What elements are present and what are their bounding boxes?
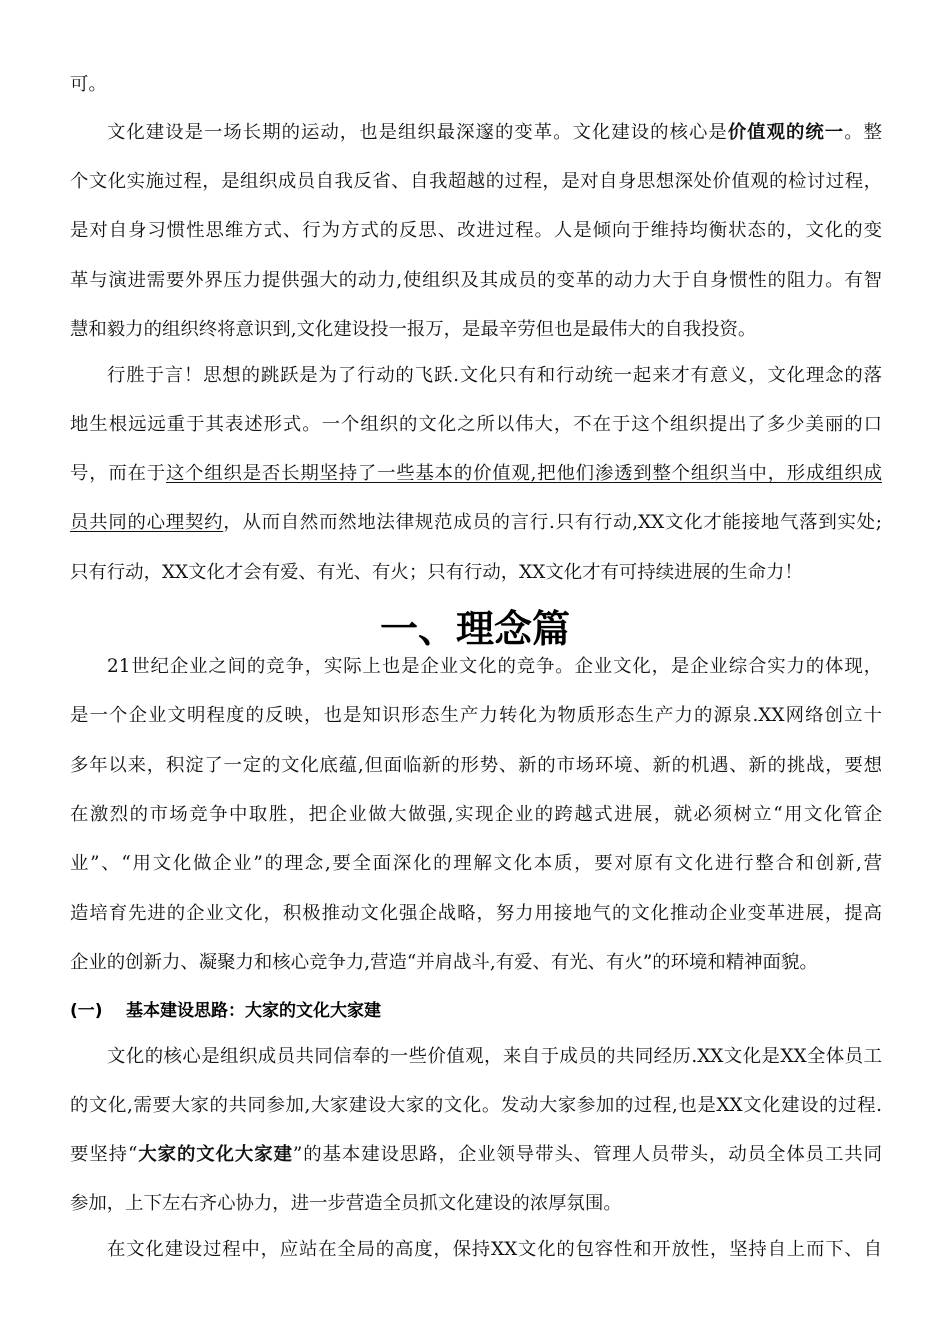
underlined-text: 员共同的心理契约 [70,512,224,533]
text-line: 是对自身习惯性思维方式、行为方式的反思、改进过程。人是倾向于维持均衡状态的，文化的变 [70,220,882,241]
text-line: 的文化,需要大家的共同参加,大家建设大家的文化。发动大家参加的过程,也是XX文化建设的过程. [70,1095,882,1116]
text-line: 在激烈的市场竞争中取胜，把企业做大做强,实现企业的跨越式进展，就必须树立“用文化管企 [70,804,882,825]
text-line: 在文化建设过程中，应站在全局的高度，保持XX文化的包容性和开放性，坚持自上而下、自 [107,1239,882,1260]
text-line: 文化的核心是组织成员共同信奉的一些价值观，来自于成员的共同经历.XX文化是XX全体员工 [107,1046,882,1067]
subsection-heading [70,998,381,1024]
text-line: 可。 [70,74,107,95]
text-line: 慧和毅力的组织终将意识到,文化建设投一报万，是最辛劳但也是最伟大的自我投资。 [70,319,757,340]
text-line: 行胜于言！思想的跳跃是为了行动的飞跃.文化只有和行动统一起来才有意义，文化理念的落 [107,365,882,386]
text-line: 企业的创新力、凝聚力和核心竞争力,营造“并肩战斗,有爱、有光、有火”的环境和精神面貌。 [70,952,818,973]
section-heading: 一、理念篇 [379,607,570,651]
text-line: 参加，上下左右齐心协力，进一步营造全员抓文化建设的浓厚氛围。 [70,1193,622,1214]
text-line: 只有行动，XX文化才会有爱、有光、有火；只有行动，XX文化才有可持续进展的生命力！ [70,562,803,583]
text-line: 文化建设是一场长期的运动，也是组织最深邃的变革。文化建设的核心是价值观的统一。整 [107,122,882,143]
text-line: 地生根远远重于其表述形式。一个组织的文化之所以伟大，不在于这个组织提出了多少美丽的口 [70,414,882,435]
underlined-text: 这个组织是否长期坚持了一些基本的价值观,把他们渗透到整个组织当中，形成组织成 [165,463,882,484]
text-line: 号，而在于这个组织是否长期坚持了一些基本的价值观,把他们渗透到整个组织当中，形成组织成 [70,463,882,484]
text-line: 21世纪企业之间的竞争，实际上也是企业文化的竞争。企业文化，是企业综合实力的体现， [107,656,882,677]
subsection-title: 基本建设思路：大家的文化大家建 [126,1001,381,1021]
text-line: 员共同的心理契约，从而自然而然地法律规范成员的言行.只有行动,XX文化才能接地气落到实处; [70,512,882,533]
emphasis-text: 价值观的统一 [727,122,845,143]
text-line: 是一个企业文明程度的反映，也是知识形态生产力转化为物质形态生产力的源泉.XX网络创立十 [70,705,882,726]
text-line: 要坚持“大家的文化大家建”的基本建设思路，企业领导带头、管理人员带头，动员全体员工共同 [70,1144,882,1165]
text-line: 个文化实施过程，是组织成员自我反省、自我超越的过程，是对自身思想深处价值观的检讨过程， [70,171,882,192]
text-line: 造培育先进的企业文化，积极推动文化强企战略，努力用接地气的文化推动企业变革进展，提高 [70,903,882,924]
emphasis-text: 大家的文化大家建 [137,1144,293,1165]
subsection-number: (一) [70,1001,103,1021]
text-line: 多年以来，积淀了一定的文化底蕴,但面临新的形势、新的市场环境、新的机遇、新的挑战，要想 [70,755,882,776]
text-line: 革与演进需要外界压力提供强大的动力,使组织及其成员的变革的动力大于自身惯性的阻力。有智 [70,270,882,291]
text-line: 业”、“用文化做企业”的理念,要全面深化的理解文化本质，要对原有文化进行整合和创新,营 [70,853,882,874]
